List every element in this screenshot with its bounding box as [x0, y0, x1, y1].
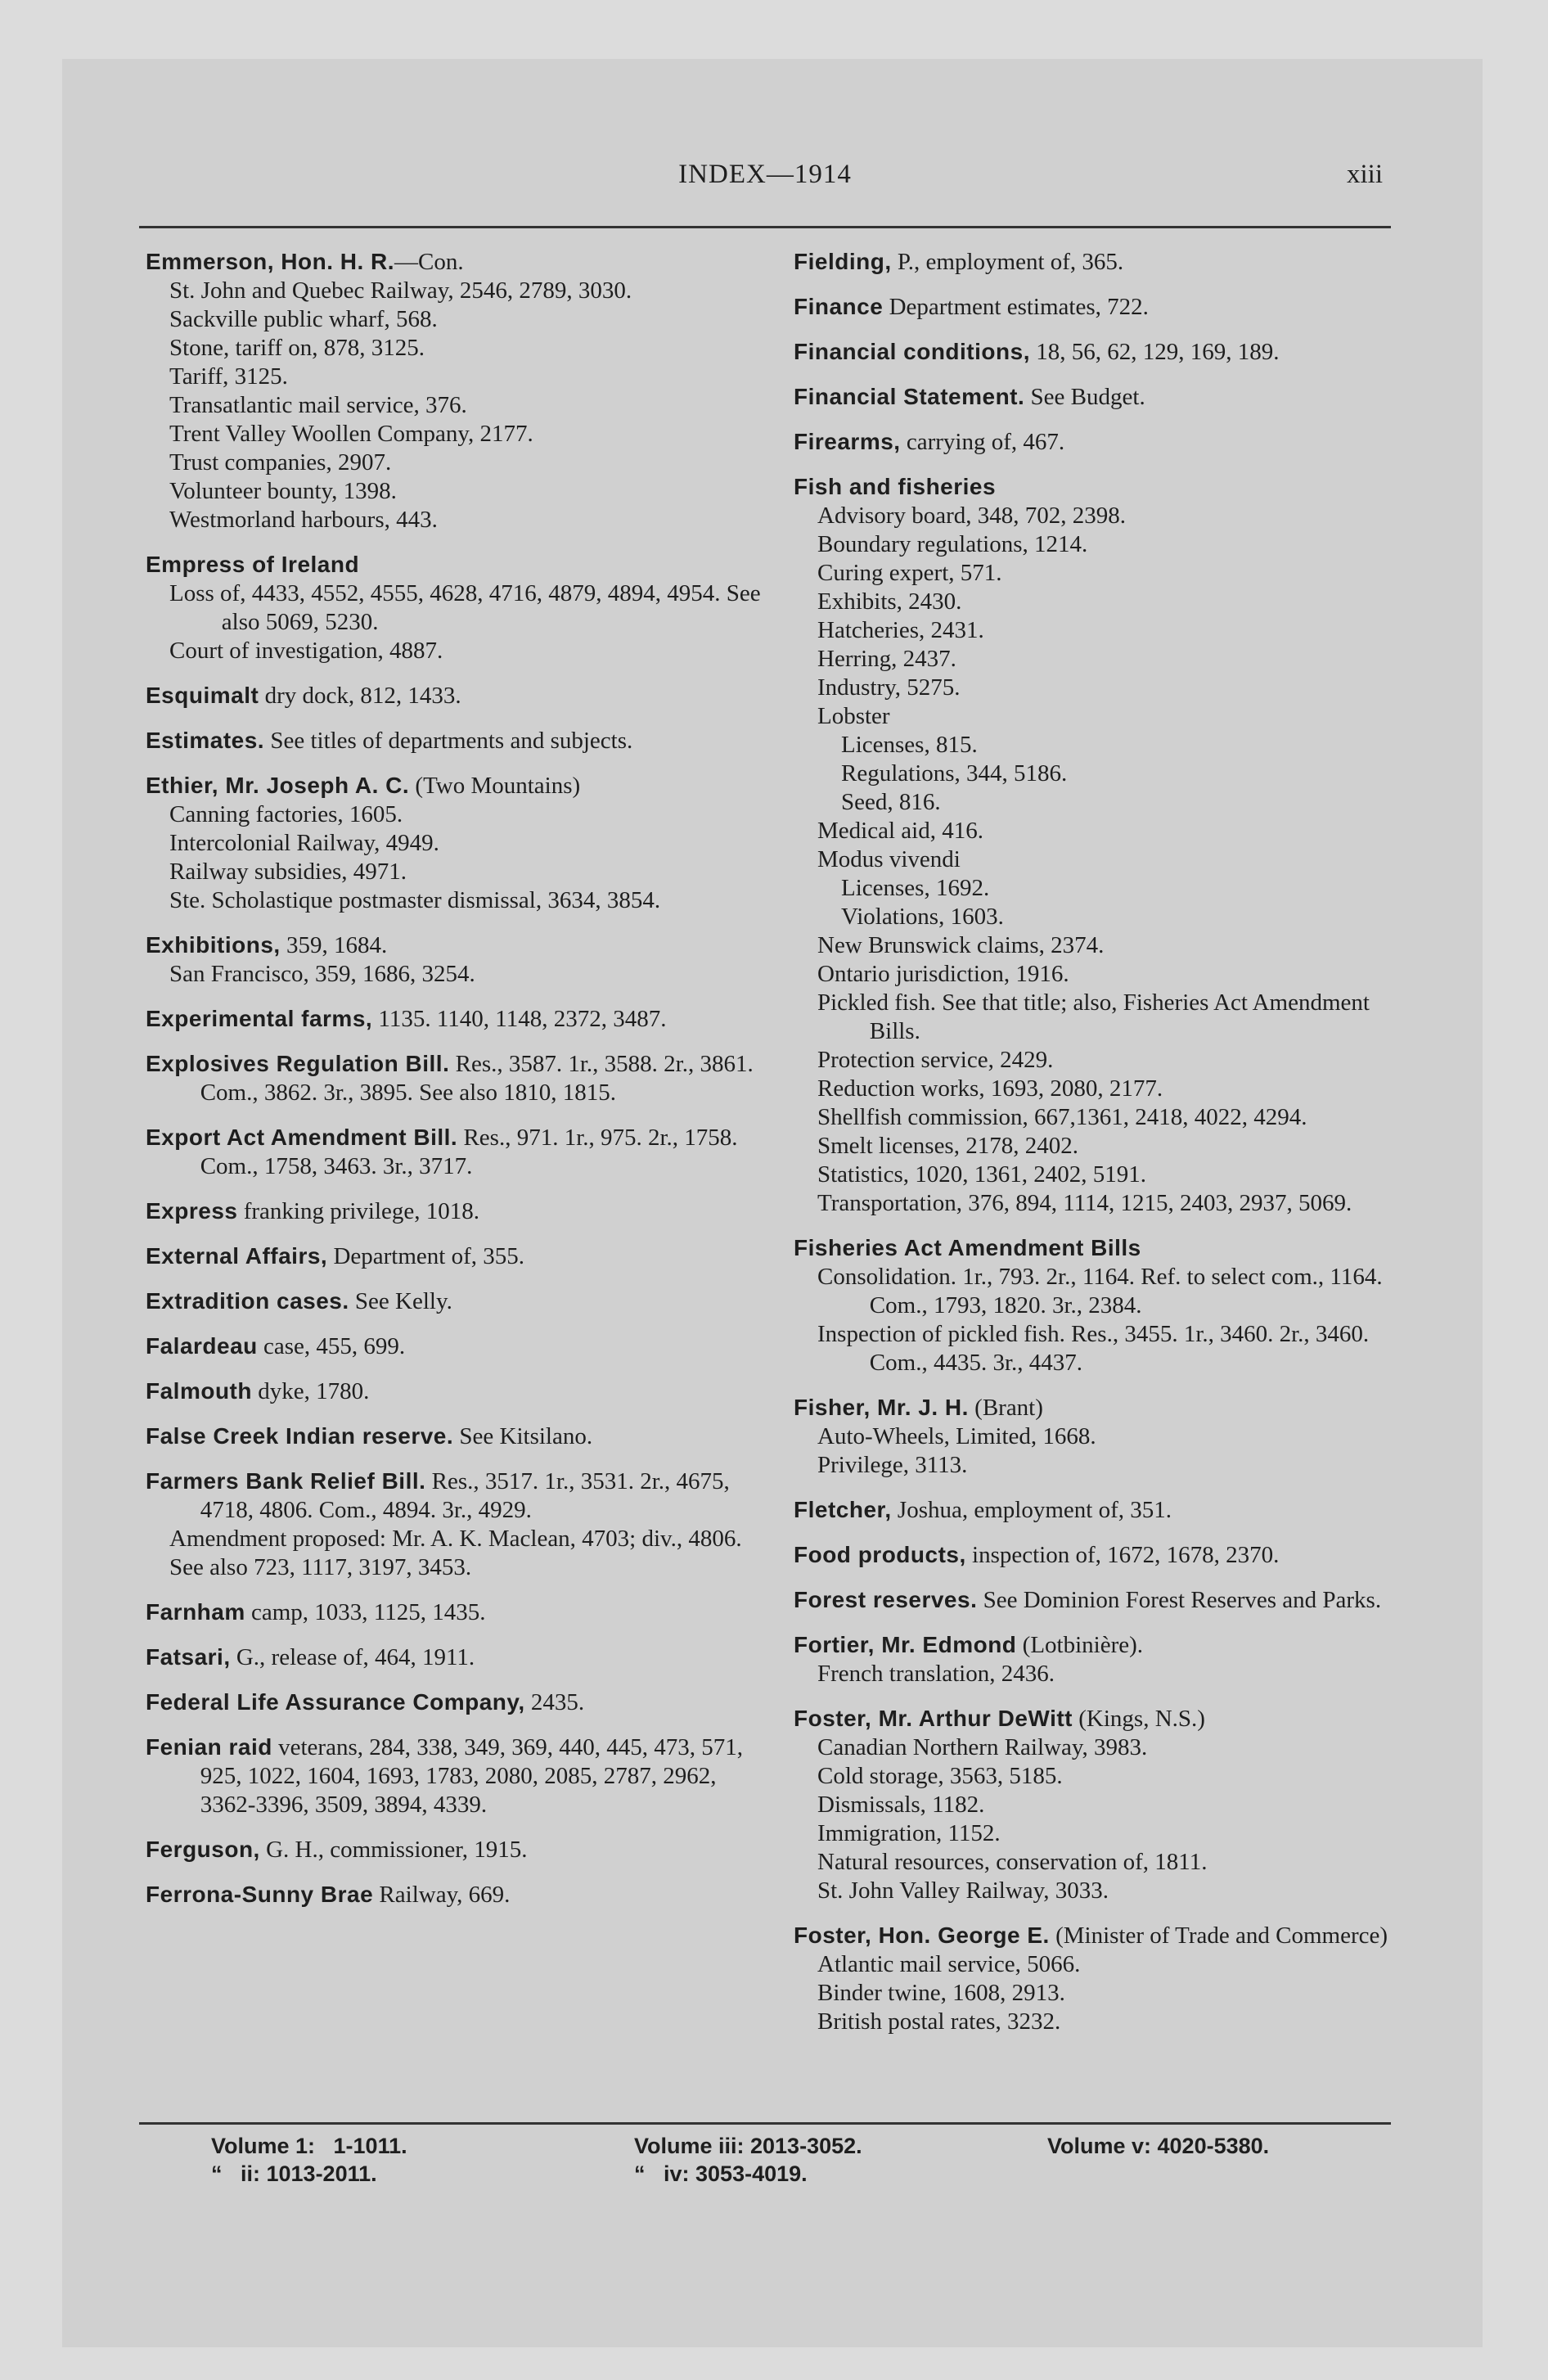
entry-headword: False Creek Indian reserve. [146, 1423, 454, 1449]
entry-heading-line [146, 1835, 767, 1864]
entry-references: See Kitsilano. [453, 1423, 593, 1449]
index-entry [146, 1643, 767, 1672]
entry-heading-line [794, 337, 1403, 367]
entry-references: Department of, 355. [327, 1243, 525, 1269]
index-entry [146, 1049, 767, 1107]
entry-subheading: Violations, 1603. [841, 904, 1004, 930]
entry-references: G. H., commissioner, 1915. [259, 1837, 528, 1863]
entry-heading-line [146, 1377, 767, 1406]
index-entry [794, 1630, 1403, 1688]
index-entry [146, 1598, 767, 1627]
entry-heading-line [146, 1242, 767, 1271]
entry-subheading: Seed, 816. [841, 789, 941, 815]
entry-headword: Firearms, [794, 429, 901, 454]
footer-volumes-2 [634, 2132, 862, 2188]
page-header [139, 160, 1391, 201]
header-rule [139, 226, 1391, 228]
index-entry [146, 550, 767, 665]
entry-references: 2435. [524, 1689, 585, 1715]
entry-heading-line [146, 1332, 767, 1361]
entry-headword: Estimates. [146, 728, 265, 753]
entry-subheading: See also 723, 1117, 3197, 3453. [169, 1554, 472, 1580]
entry-heading-line [794, 1704, 1403, 1733]
entry-heading-line [794, 1630, 1403, 1660]
entry-references: dry dock, 812, 1433. [259, 683, 461, 709]
entry-headword: Forest reserves. [794, 1587, 978, 1612]
entry-subheading: Pickled fish. See that title; also, Fisheries Act Amendment Bills. [817, 989, 1370, 1044]
entry-subheading: Westmorland harbours, 443. [169, 507, 438, 533]
index-column-right [794, 247, 1403, 2052]
entry-references: (Kings, N.S.) [1073, 1706, 1205, 1732]
index-entry [146, 1733, 767, 1819]
footer-rule [139, 2122, 1391, 2125]
entry-headword: Fisheries Act Amendment Bills [794, 1235, 1141, 1260]
index-entry [146, 1688, 767, 1717]
index-entry [794, 1495, 1403, 1525]
entry-heading-line [146, 771, 767, 800]
index-entry [146, 1123, 767, 1181]
entry-heading-line [146, 1467, 767, 1525]
entry-references: dyke, 1780. [252, 1378, 370, 1404]
entry-subheading: Amendment proposed: Mr. A. K. Maclean, 4703; div., 4806. [169, 1526, 742, 1552]
index-entry [146, 1287, 767, 1316]
entry-headword: Empress of Ireland [146, 552, 360, 577]
entry-headword: Fisher, Mr. J. H. [794, 1395, 969, 1420]
entry-heading-line [146, 1643, 767, 1672]
entry-subheading: Intercolonial Railway, 4949. [169, 830, 439, 856]
index-entry [146, 1332, 767, 1361]
entry-heading-line [146, 1422, 767, 1451]
footer-volumes-1 [211, 2132, 407, 2188]
entry-subheading: Auto-Wheels, Limited, 1668. [817, 1423, 1096, 1449]
entry-references: inspection of, 1672, 1678, 2370. [965, 1542, 1280, 1568]
entry-headword: Farnham [146, 1599, 245, 1625]
entry-subheading: Ste. Scholastique postmaster dismissal, 3634, 3854. [169, 887, 661, 913]
entry-references: 1135. 1140, 1148, 2372, 3487. [372, 1006, 667, 1032]
entry-headword: External Affairs, [146, 1243, 328, 1269]
entry-heading-line [146, 1880, 767, 1909]
entry-subheading: Boundary regulations, 1214. [817, 531, 1088, 557]
entry-references: Railway, 669. [373, 1882, 511, 1908]
entry-headword: Falardeau [146, 1333, 258, 1359]
entry-subheading: Licenses, 815. [841, 732, 978, 758]
entry-heading-line [794, 382, 1403, 412]
entry-subheading: Inspection of pickled fish. Res., 3455. 1r., 3460. 2r., 3460. Com., 4435. 3r., 4437. [817, 1321, 1370, 1376]
entry-subheading: Stone, tariff on, 878, 3125. [169, 335, 425, 361]
index-entry [146, 931, 767, 989]
entry-headword: Finance [794, 294, 884, 319]
entry-references: carrying of, 467. [900, 429, 1065, 455]
index-entry [146, 726, 767, 755]
index-entry [146, 1467, 767, 1582]
entry-subheading: Shellfish commission, 667,1361, 2418, 4022, 4294. [817, 1104, 1307, 1130]
entry-subheading: Curing expert, 571. [817, 560, 1002, 586]
index-entry [794, 427, 1403, 457]
entry-heading-line [146, 1688, 767, 1717]
entry-headword: Ferrona-Sunny Brae [146, 1882, 374, 1907]
entry-references: See titles of departments and subjects. [264, 728, 633, 754]
footer-volumes-3 [1047, 2132, 1269, 2160]
entry-subheading: Reduction works, 1693, 2080, 2177. [817, 1075, 1163, 1102]
index-entry [794, 1921, 1403, 2036]
entry-references: veterans, 284, 338, 349, 369, 440, 445, 473, 571, 925, 1022, 1604, 1693, 1783, 2080, 2085, 2787, 2962, 3362-3396, 3509, 3894, 4339. [200, 1734, 743, 1818]
entry-headword: Ethier, Mr. Joseph A. C. [146, 773, 410, 798]
entry-subheading: Protection service, 2429. [817, 1047, 1054, 1073]
entry-references: Res., 3517. 1r., 3531. 2r., 4675, 4718, 4806. Com., 4894. 3r., 4929. [200, 1468, 730, 1523]
entry-subheading: Canning factories, 1605. [169, 801, 403, 827]
footer-volume-range: “ iv: 3053-4019. [634, 2161, 808, 2186]
entry-subheading: Binder twine, 1608, 2913. [817, 1980, 1065, 2006]
index-entry [794, 1233, 1403, 1377]
entry-headword: Exhibitions, [146, 932, 281, 958]
entry-subheading: Cold storage, 3563, 5185. [817, 1763, 1063, 1789]
entry-subheading: Transportation, 376, 894, 1114, 1215, 2403, 2937, 5069. [817, 1190, 1352, 1216]
entry-subheading: Lobster [817, 703, 890, 729]
entry-heading-line [146, 1123, 767, 1181]
entry-heading-line [146, 1004, 767, 1034]
entry-subheading: Tariff, 3125. [169, 363, 288, 390]
entry-heading-line [146, 681, 767, 710]
index-entry [146, 1197, 767, 1226]
entry-headword: Food products, [794, 1542, 966, 1567]
entry-subheading: Privilege, 3113. [817, 1452, 968, 1478]
entry-subheading: French translation, 2436. [817, 1661, 1055, 1687]
entry-subheading: Immigration, 1152. [817, 1820, 1001, 1846]
entry-subheading: Exhibits, 2430. [817, 588, 962, 615]
entry-heading-line [146, 247, 767, 277]
entry-references: (Two Mountains) [409, 773, 581, 799]
entry-subheading: Trust companies, 2907. [169, 449, 392, 476]
entry-heading-line [794, 1921, 1403, 1950]
entry-headword: Emmerson, Hon. H. R. [146, 249, 395, 274]
entry-subheading: Trent Valley Woollen Company, 2177. [169, 421, 533, 447]
entry-references: See Budget. [1024, 384, 1145, 410]
entry-headword: Experimental farms, [146, 1006, 373, 1031]
entry-subheading: Natural resources, conservation of, 1811. [817, 1849, 1208, 1875]
index-entry [794, 292, 1403, 322]
entry-heading-line [146, 1598, 767, 1627]
entry-subheading: New Brunswick claims, 2374. [817, 932, 1105, 958]
entry-references: —Con. [394, 249, 464, 275]
entry-references: G., release of, 464, 1911. [230, 1644, 475, 1670]
index-entry [794, 1704, 1403, 1905]
index-entry [146, 1880, 767, 1909]
entry-subheading: Smelt licenses, 2178, 2402. [817, 1133, 1078, 1159]
entry-heading-line [794, 1540, 1403, 1570]
entry-headword: Fish and fisheries [794, 474, 997, 499]
entry-heading-line [794, 472, 1403, 502]
entry-subheading: Loss of, 4433, 4552, 4555, 4628, 4716, 4879, 4894, 4954. See also 5069, 5230. [169, 580, 761, 635]
entry-subheading: British postal rates, 3232. [817, 2008, 1061, 2035]
entry-references: See Dominion Forest Reserves and Parks. [977, 1587, 1382, 1613]
index-entry [794, 382, 1403, 412]
index-entry [146, 1242, 767, 1271]
entry-references: Res., 3587. 1r., 3588. 2r., 3861. Com., 3862. 3r., 3895. See also 1810, 1815. [200, 1051, 754, 1106]
index-entry [794, 1540, 1403, 1570]
entry-subheading: Railway subsidies, 4971. [169, 859, 407, 885]
index-entry [146, 1004, 767, 1034]
entry-subheading: Volunteer bounty, 1398. [169, 478, 397, 504]
entry-references: P., employment of, 365. [891, 249, 1124, 275]
entry-references: case, 455, 699. [257, 1333, 406, 1359]
entry-subheading: San Francisco, 359, 1686, 3254. [169, 961, 475, 987]
entry-references: (Brant) [968, 1395, 1043, 1421]
entry-subheading: Ontario jurisdiction, 1916. [817, 961, 1069, 987]
entry-headword: Falmouth [146, 1378, 252, 1404]
entry-subheading: Court of investigation, 4887. [169, 638, 443, 664]
entry-subheading: Atlantic mail service, 5066. [817, 1951, 1081, 1977]
entry-subheading: Modus vivendi [817, 846, 961, 872]
entry-references: Res., 971. 1r., 975. 2r., 1758. Com., 1758, 3463. 3r., 3717. [200, 1125, 738, 1179]
entry-subheading: Advisory board, 348, 702, 2398. [817, 503, 1126, 529]
entry-headword: Financial conditions, [794, 339, 1030, 364]
entry-references: (Minister of Trade and Commerce) [1049, 1922, 1388, 1949]
entry-heading-line [794, 1393, 1403, 1422]
entry-heading-line [794, 1585, 1403, 1615]
entry-subheading: Herring, 2437. [817, 646, 956, 672]
entry-heading-line [146, 550, 767, 579]
entry-references: camp, 1033, 1125, 1435. [245, 1599, 486, 1625]
entry-heading-line [146, 1733, 767, 1819]
entry-heading-line [146, 1049, 767, 1107]
index-entry [146, 247, 767, 534]
entry-subheading: Consolidation. 1r., 793. 2r., 1164. Ref. to select com., 1164. Com., 1793, 1820. 3r., 2384. [817, 1264, 1383, 1318]
entry-subheading: Licenses, 1692. [841, 875, 990, 901]
entry-headword: Explosives Regulation Bill. [146, 1051, 450, 1076]
entry-headword: Fenian raid [146, 1734, 272, 1760]
entry-subheading: Industry, 5275. [817, 674, 961, 701]
entry-references: 18, 56, 62, 129, 169, 189. [1029, 339, 1280, 365]
entry-headword: Foster, Mr. Arthur DeWitt [794, 1706, 1073, 1731]
index-entry [146, 1835, 767, 1864]
entry-subheading: St. John Valley Railway, 3033. [817, 1877, 1109, 1904]
footer-volume-range: Volume v: 4020-5380. [1047, 2134, 1270, 2158]
footer-volume-range: Volume 1: 1-1011. [211, 2134, 407, 2158]
entry-headword: Foster, Hon. George E. [794, 1922, 1050, 1948]
entry-headword: Federal Life Assurance Company, [146, 1689, 525, 1715]
entry-subheading: Medical aid, 416. [817, 818, 983, 844]
entry-heading-line [794, 427, 1403, 457]
entry-subheading: Sackville public wharf, 568. [169, 306, 438, 332]
entry-heading-line [146, 726, 767, 755]
entry-references: franking privilege, 1018. [237, 1198, 480, 1224]
entry-headword: Fortier, Mr. Edmond [794, 1632, 1017, 1657]
index-entry [794, 1585, 1403, 1615]
entry-subheading: Regulations, 344, 5186. [841, 760, 1068, 787]
entry-heading-line [794, 1233, 1403, 1263]
index-entry [794, 337, 1403, 367]
index-entry [146, 681, 767, 710]
entry-subheading: Hatcheries, 2431. [817, 617, 984, 643]
entry-heading-line [794, 1495, 1403, 1525]
entry-subheading: St. John and Quebec Railway, 2546, 2789, 3030. [169, 277, 632, 304]
index-entry [146, 1377, 767, 1406]
entry-headword: Fletcher, [794, 1497, 892, 1522]
index-entry [146, 771, 767, 915]
entry-subheading: Dismissals, 1182. [817, 1792, 985, 1818]
entry-heading-line [146, 1287, 767, 1316]
entry-headword: Fatsari, [146, 1644, 231, 1670]
index-entry [794, 1393, 1403, 1480]
entry-headword: Export Act Amendment Bill. [146, 1125, 458, 1150]
index-entry [794, 472, 1403, 1218]
entry-headword: Esquimalt [146, 683, 259, 708]
entry-heading-line [794, 247, 1403, 277]
index-entry [794, 247, 1403, 277]
entry-headword: Express [146, 1198, 238, 1224]
entry-references: See Kelly. [349, 1288, 452, 1314]
footer-volume-range: “ ii: 1013-2011. [211, 2161, 377, 2186]
entry-heading-line [794, 292, 1403, 322]
entry-references: 359, 1684. [280, 932, 388, 958]
entry-references: (Lotbinière). [1016, 1632, 1144, 1658]
entry-subheading: Statistics, 1020, 1361, 2402, 5191. [817, 1161, 1146, 1188]
entry-heading-line [146, 931, 767, 960]
index-entry [146, 1422, 767, 1451]
index-column-left [146, 247, 767, 1925]
entry-subheading: Canadian Northern Railway, 3983. [817, 1734, 1148, 1760]
entry-headword: Farmers Bank Relief Bill. [146, 1468, 426, 1494]
entry-headword: Ferguson, [146, 1837, 260, 1862]
entry-subheading: Transatlantic mail service, 376. [169, 392, 467, 418]
entry-headword: Financial Statement. [794, 384, 1025, 409]
entry-headword: Extradition cases. [146, 1288, 349, 1314]
footer-volume-range: Volume iii: 2013-3052. [634, 2134, 862, 2158]
page-number: xiii [1346, 160, 1383, 189]
entry-headword: Fielding, [794, 249, 892, 274]
entry-heading-line [146, 1197, 767, 1226]
running-head: INDEX—1914 [678, 160, 852, 189]
entry-references: Department estimates, 722. [883, 294, 1149, 320]
entry-references: Joshua, employment of, 351. [891, 1497, 1172, 1523]
